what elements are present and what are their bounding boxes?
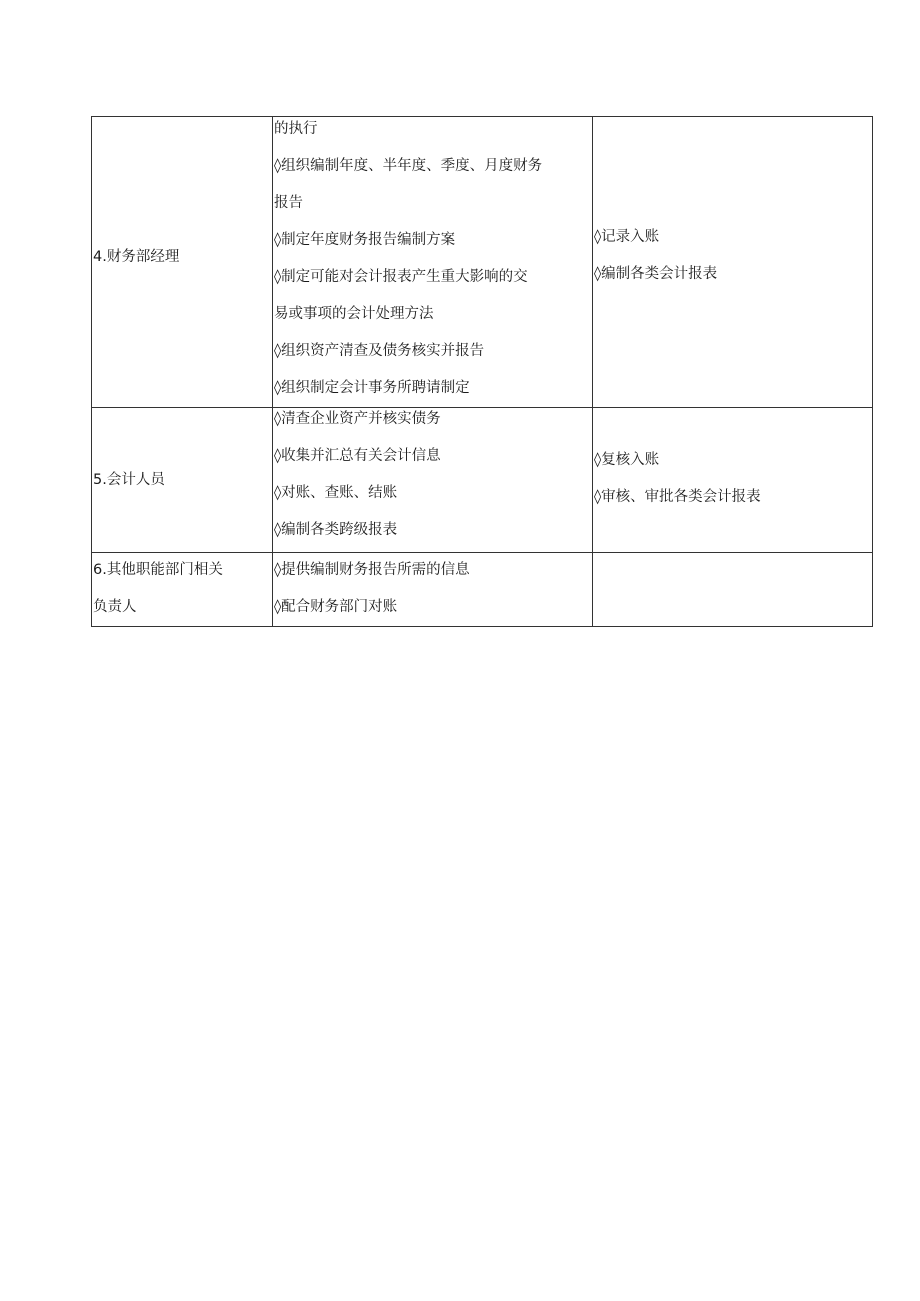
role-label: 负责人 xyxy=(93,599,137,615)
duty-line: ◊组织资产清查及债务核实并报告 xyxy=(274,343,485,359)
role-cell xyxy=(92,117,273,408)
role-cell xyxy=(92,553,273,627)
duty-line: 报告 xyxy=(274,195,303,211)
responsibility-table xyxy=(91,116,873,627)
duty-line: 的执行 xyxy=(274,121,318,137)
role-label: 5.会计人员 xyxy=(93,471,165,488)
duties-cell xyxy=(273,408,593,553)
extra-line: ◊审核、审批各类会计报表 xyxy=(594,489,761,505)
table-row xyxy=(92,408,873,553)
extra-line: ◊记录入账 xyxy=(594,229,660,245)
duties-cell xyxy=(273,117,593,408)
extra-line: ◊复核入账 xyxy=(594,452,660,468)
duty-line: ◊组织制定会计事务所聘请制定 xyxy=(274,380,470,396)
duty-line: ◊提供编制财务报告所需的信息 xyxy=(274,562,470,578)
duty-line: ◊组织编制年度、半年度、季度、月度财务 xyxy=(274,158,543,174)
duty-line: ◊配合财务部门对账 xyxy=(274,599,398,615)
table-row xyxy=(92,553,873,627)
duties-cell xyxy=(273,553,593,627)
extra-cell xyxy=(593,408,873,553)
extra-cell xyxy=(593,553,873,627)
extra-line: ◊编制各类会计报表 xyxy=(594,266,718,282)
extra-cell xyxy=(593,117,873,408)
duty-line: ◊制定可能对会计报表产生重大影响的交 xyxy=(274,269,528,285)
duty-line: ◊清查企业资产并核实债务 xyxy=(274,411,441,427)
role-cell xyxy=(92,408,273,553)
role-label: 6.其他职能部门相关 xyxy=(93,562,223,578)
table-row xyxy=(92,117,873,408)
duty-line: ◊制定年度财务报告编制方案 xyxy=(274,232,456,248)
duty-line: 易或事项的会计处理方法 xyxy=(274,306,434,322)
duty-line: ◊对账、查账、结账 xyxy=(274,485,398,501)
duty-line: ◊收集并汇总有关会计信息 xyxy=(274,448,441,464)
duty-line: ◊编制各类跨级报表 xyxy=(274,522,398,538)
role-label: 4.财务部经理 xyxy=(93,248,180,265)
